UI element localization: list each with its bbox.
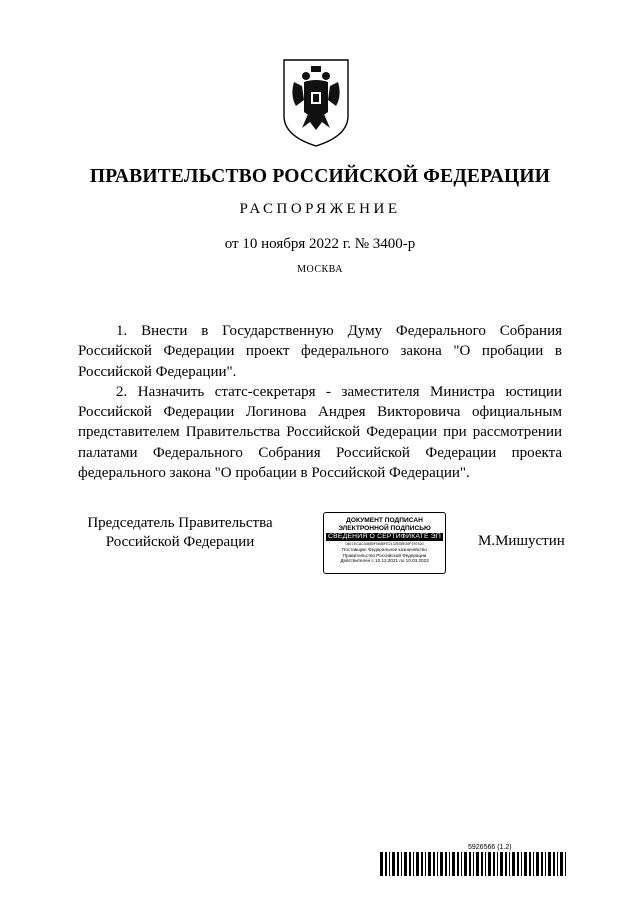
barcode-bar (457, 852, 459, 876)
barcode-bar (476, 852, 479, 876)
barcode-bar (517, 852, 519, 876)
barcode (380, 852, 566, 876)
position-line-1: Председатель Правительства (87, 515, 273, 531)
position-line-2: Российской Федерации (105, 534, 255, 550)
barcode-bar (452, 852, 455, 876)
barcode-bar (437, 852, 438, 876)
barcode-bar (380, 852, 383, 876)
electronic-signature-stamp (323, 512, 446, 574)
barcode-bar (416, 852, 419, 876)
barcode-bar (421, 852, 423, 876)
barcode-bar (545, 852, 546, 876)
barcode-bar (557, 852, 558, 876)
signatory-position (80, 514, 280, 552)
barcode-bar (493, 852, 495, 876)
barcode-bar (553, 852, 555, 876)
barcode-bar (469, 852, 471, 876)
barcode-bar (536, 852, 539, 876)
coat-of-arms-emblem (280, 56, 352, 150)
paragraph-2: 2. Назначить статс-секретаря - заместителя Министра юстиции Российской Федерации Логинова Андрея Викторовича официальным представителем Правительства Российской Федерации при рассмотрении палатами Федерального Собрания Российской Федерации проекта федерального закона "О пробации в Российской Федерации". (78, 383, 562, 482)
stamp-validity: Действителен с 10.12.2021 по 10.03.2023 (340, 558, 429, 564)
barcode-bar (404, 852, 407, 876)
barcode-bar (521, 852, 522, 876)
stamp-line-1: ДОКУМЕНТ ПОДПИСАН (346, 517, 423, 524)
stamp-line-2: ЭЛЕКТРОННОЙ ПОДПИСЬЮ (338, 524, 431, 532)
government-title: ПРАВИТЕЛЬСТВО РОССИЙСКОЙ ФЕДЕРАЦИИ (89, 166, 551, 187)
barcode-bar (485, 852, 486, 876)
city: МОСКВА (297, 264, 343, 275)
document-type: РАСПОРЯЖЕНИЕ (239, 201, 401, 217)
barcode-bar (488, 852, 491, 876)
stamp-issuer: Поставщик: Федеральное казначейство (342, 547, 427, 552)
date-and-number: от 10 ноября 2022 г. № 3400-р (224, 236, 416, 252)
barcode-bar (428, 852, 431, 876)
barcode-bar (541, 852, 543, 876)
stamp-serial: 04E1ECAC54680F0686FE2132E08E39F297420 (345, 542, 424, 546)
barcode-bar (509, 852, 510, 876)
barcode-bar (449, 852, 450, 876)
barcode-bar (425, 852, 426, 876)
barcode-bar (397, 852, 399, 876)
barcode-bar (560, 852, 563, 876)
stamp-owner: Правительство Российской Федерации (342, 552, 427, 558)
barcode-bar (401, 852, 402, 876)
barcode-bar (389, 852, 390, 876)
barcode-bar (565, 852, 566, 876)
paragraph-1: 1. Внести в Государственную Думу Федерального Собрания Российской Федерации проект федерального закона "О пробации в Российской Федерации". (78, 323, 562, 380)
barcode-bar (524, 852, 527, 876)
document-body (78, 321, 562, 483)
barcode-bar (497, 852, 498, 876)
signatory-name: М.Мишустин (478, 533, 565, 549)
barcode-bar (440, 852, 443, 876)
barcode-bar (512, 852, 515, 876)
stamp-certificate-bar: СВЕДЕНИЯ О СЕРТИФИКАТЕ ЭП (326, 533, 443, 541)
barcode-bar (445, 852, 447, 876)
barcode-bar (473, 852, 474, 876)
barcode-bar (413, 852, 414, 876)
barcode-bar (500, 852, 503, 876)
barcode-number: 5926566 (1.2) (468, 844, 512, 851)
barcode-bar (392, 852, 395, 876)
barcode-bar (505, 852, 507, 876)
barcode-bar (548, 852, 551, 876)
barcode-bar (385, 852, 387, 876)
barcode-bar (409, 852, 411, 876)
barcode-bar (481, 852, 483, 876)
barcode-bar (529, 852, 531, 876)
barcode-bar (461, 852, 462, 876)
barcode-bar (533, 852, 534, 876)
barcode-bar (433, 852, 435, 876)
barcode-bar (464, 852, 467, 876)
